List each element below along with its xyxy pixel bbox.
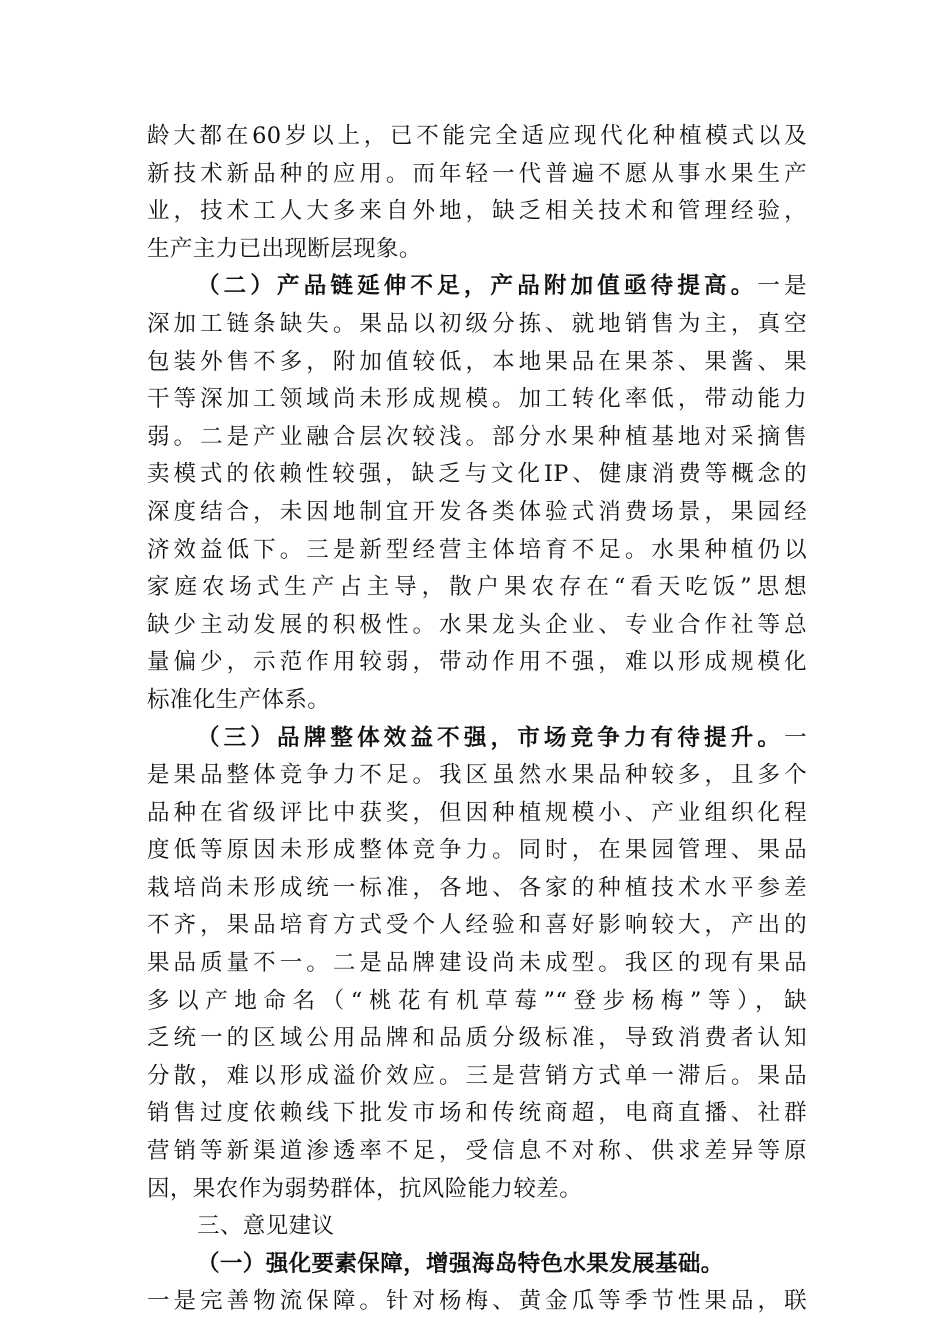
- text-line: 业，技术工人大多来自外地，缺乏相关技术和管理经验，: [147, 198, 807, 225]
- text-line: 一是完善物流保障。针对杨梅、黄金瓜等季节性果品，联: [147, 1288, 807, 1315]
- text-line: 标准化生产体系。: [147, 686, 331, 713]
- text-line: [147, 1246, 807, 1284]
- text-line: 济效益低下。三是新型经营主体培育不足。水果种植仍以: [147, 536, 807, 563]
- text-line: 深加工链条缺失。果品以初级分拣、就地销售为主，真空: [147, 310, 807, 337]
- document-page: [147, 118, 807, 1321]
- text-line: 多以产地命名（“桃花有机草莓”“登步杨梅”等），缺: [147, 987, 807, 1014]
- text-line: 干等深加工领域尚未形成规模。加工转化率低，带动能力: [147, 386, 807, 413]
- paragraph-3: [147, 720, 807, 1209]
- text-line: 销售过度依赖线下批发市场和传统商超，电商直播、社群: [147, 1100, 807, 1127]
- paragraph-heading: （三）品牌整体效益不强，市场竞争力有待提升。: [197, 724, 785, 751]
- text-run: 一: [784, 724, 807, 751]
- text-line: 量偏少，示范作用较弱，带动作用不强，难以形成规模化: [147, 649, 807, 676]
- text-line: 家庭农场式生产占主导，散户果农存在“看天吃饭”思想: [147, 574, 807, 601]
- text-line: 缺少主动发展的积极性。水果龙头企业、专业合作社等总: [147, 611, 807, 638]
- text-line: 营销等新渠道渗透率不足，受信息不对称、供求差异等原: [147, 1138, 807, 1165]
- text-line: 分散，难以形成溢价效应。三是营销方式单一滞后。果品: [147, 1062, 807, 1089]
- text-line: 品种在省级评比中获奖，但因种植规模小、产业组织化程: [147, 799, 807, 826]
- text-line: [147, 268, 807, 306]
- text-line: 龄大都在60岁以上，已不能完全适应现代化种植模式以及: [147, 123, 807, 149]
- text-line: 深度结合，未因地制宜开发各类体验式消费场景，果园经: [147, 498, 807, 525]
- paragraph-heading: （一）强化要素保障，增强海岛特色水果发展基础。: [197, 1250, 724, 1277]
- text-line: 弱。二是产业融合层次较浅。部分水果种植基地对采摘售: [147, 423, 807, 450]
- text-line: [147, 720, 807, 758]
- text-run: 一是: [757, 273, 807, 300]
- text-line: 生产主力已出现断层现象。: [147, 235, 422, 262]
- text-line: 因，果农作为弱势群体，抗风险能力较差。: [147, 1175, 583, 1202]
- text-line: 果品质量不一。二是品牌建设尚未成型。我区的现有果品: [147, 950, 807, 977]
- paragraph-4: [147, 1246, 807, 1321]
- section-title: 三、意见建议: [197, 1213, 335, 1240]
- text-line: 度低等原因未形成整体竞争力。同时，在果园管理、果品: [147, 837, 807, 864]
- text-line: 卖模式的依赖性较强，缺乏与文化IP、健康消费等概念的: [147, 461, 807, 488]
- text-line: 栽培尚未形成统一标准，各地、各家的种植技术水平参差: [147, 874, 807, 901]
- text-line: 乏统一的区域公用品牌和品质分级标准，导致消费者认知: [147, 1025, 807, 1052]
- text-line: 不齐，果品培育方式受个人经验和喜好影响较大，产出的: [147, 912, 807, 939]
- paragraph-2: [147, 268, 807, 719]
- paragraph-1: [147, 118, 807, 268]
- text-line: 新技术新品种的应用。而年轻一代普遍不愿从事水果生产: [147, 160, 807, 187]
- text-line: 是果品整体竞争力不足。我区虽然水果品种较多，且多个: [147, 762, 807, 789]
- text-line: 包装外售不多，附加值较低，本地果品在果茶、果酱、果: [147, 348, 807, 375]
- paragraph-heading: （二）产品链延伸不足，产品附加值亟待提高。: [197, 273, 758, 300]
